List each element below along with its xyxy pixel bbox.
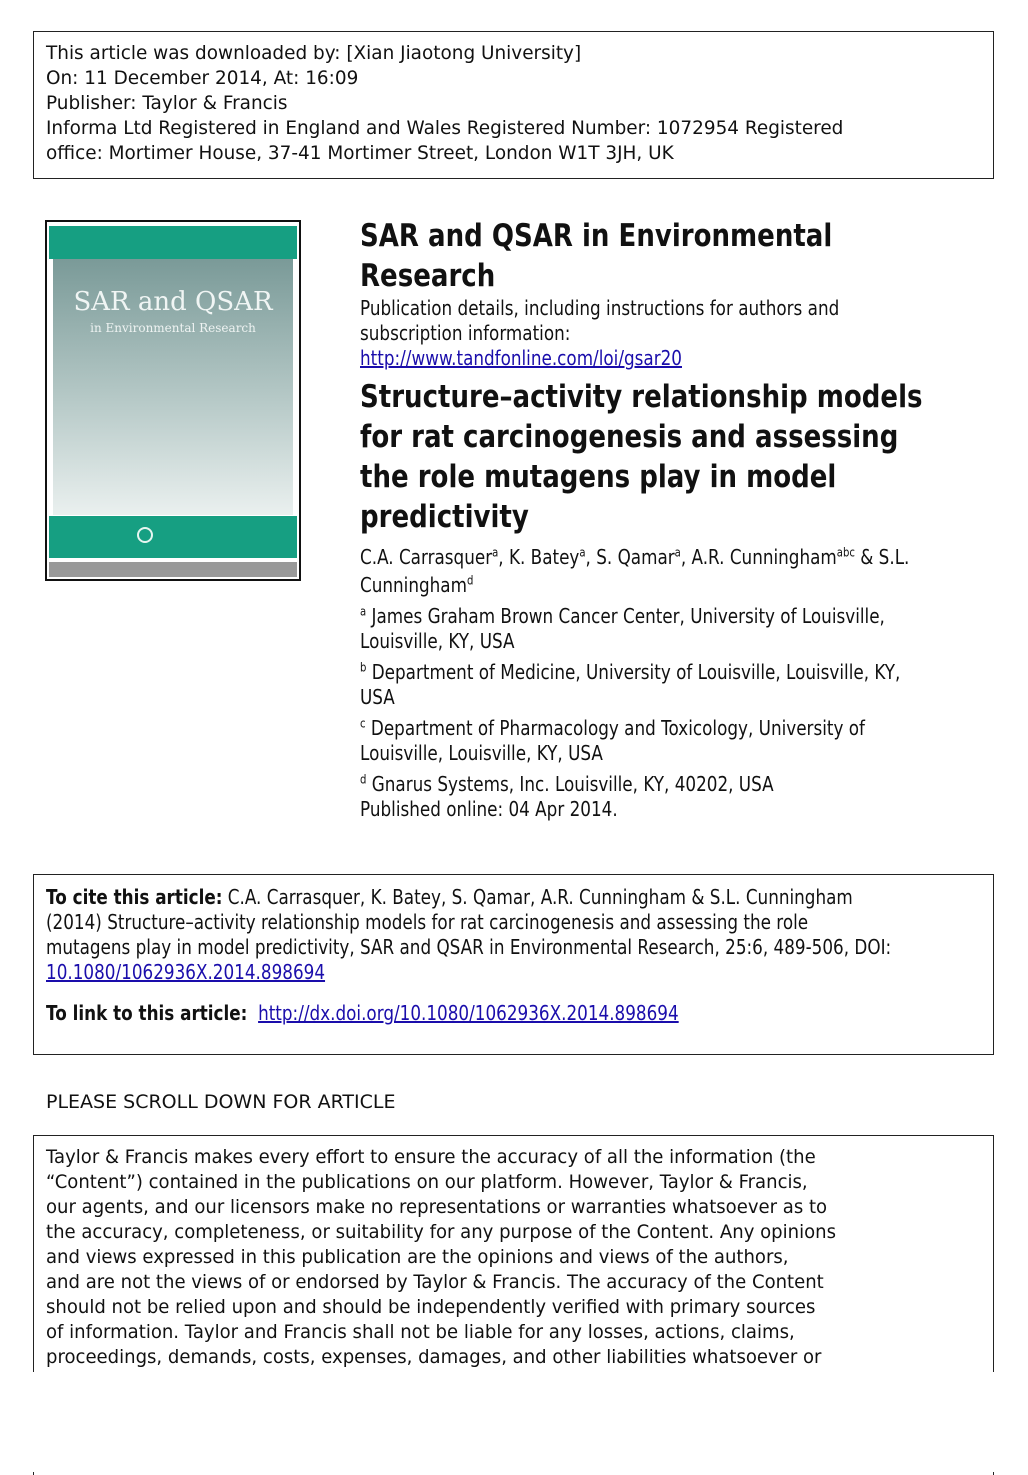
affiliation-b (360, 660, 1000, 710)
author-sup: a (674, 545, 681, 560)
affiliation-d (360, 772, 1000, 797)
author-sep: & S.L. (854, 545, 910, 569)
disclaimer-line: our agents, and our licensors make no representations or warranties whatsoever as to (46, 1196, 828, 1218)
disclaimer-line: and views expressed in this publication are the opinions and views of the authors, (46, 1246, 789, 1268)
cover-title: SAR and QSAR (73, 287, 273, 317)
author-name: A.R. Cunningham (691, 545, 837, 569)
author-name: Cunningham (360, 573, 467, 597)
affiliation-c (360, 716, 1000, 766)
author-sup: d (466, 573, 474, 588)
author-sup: a (492, 545, 499, 560)
disclaimer-line: proceedings, demands, costs, expenses, damages, and other liabilities whatsoever or (46, 1346, 822, 1368)
author-name: C.A. Carrasquer (360, 545, 493, 569)
disclaimer-line: “Content”) contained in the publications on our platform. However, Taylor & Francis, (46, 1171, 808, 1193)
affiliation-text: Department of Pharmacology and Toxicology, University of (370, 716, 865, 740)
affiliation-a (360, 604, 1000, 654)
download-notice-box (33, 31, 994, 179)
author-sep: , (680, 545, 692, 569)
affiliation-text: Department of Medicine, University of Louisville, Louisville, KY, (371, 660, 901, 684)
journal-title-line: Research (360, 258, 496, 294)
journal-cover-image (45, 220, 301, 581)
author-name: S. Qamar (596, 545, 675, 569)
citation-box (33, 874, 994, 1055)
author-list (360, 545, 1000, 598)
author-sup: a (579, 545, 586, 560)
disclaimer-line: should not be relied upon and should be independently verified with primary sources (46, 1296, 816, 1318)
affiliation-text: Gnarus Systems, Inc. Louisville, KY, 40202, USA (371, 772, 774, 796)
author-sep: , (498, 545, 509, 569)
cover-bottom-band (49, 516, 297, 558)
affiliation-sup: d (360, 772, 367, 787)
article-title (360, 377, 1000, 537)
cite-text: C.A. Carrasquer, K. Batey, S. Qamar, A.R. Cunningham & S.L. Cunningham (222, 885, 853, 909)
cover-top-band (49, 226, 297, 259)
article-title-line: the role mutagens play in model (360, 459, 837, 495)
author-name: K. Batey (508, 545, 580, 569)
publication-details: subscription information: (360, 321, 571, 345)
published-date: Published online: 04 Apr 2014. (360, 797, 618, 821)
affiliation-text: James Graham Brown Cancer Center, University of Louisville, (371, 604, 885, 628)
notice-line: Publisher: Taylor & Francis (46, 92, 288, 114)
scroll-notice: PLEASE SCROLL DOWN FOR ARTICLE (46, 1091, 396, 1113)
disclaimer-line: Taylor & Francis makes every effort to ensure the accuracy of all the information (the (46, 1146, 816, 1168)
cite-label: To cite this article: (46, 885, 223, 909)
affiliation-sup: a (360, 604, 367, 619)
disclaimer-line: of information. Taylor and Francis shall not be liable for any losses, actions, claims, (46, 1321, 795, 1343)
notice-line: Informa Ltd Registered in England and Wales Registered Number: 1072954 Registered (46, 117, 844, 139)
affiliation-text: Louisville, KY, USA (360, 629, 515, 653)
cover-footer-band (49, 562, 297, 577)
link-label: To link to this article: (46, 1001, 248, 1025)
journal-title (360, 216, 1000, 296)
affiliation-sup: c (360, 716, 366, 731)
affiliation-sup: b (360, 660, 367, 675)
cite-text: mutagens play in model predictivity, SAR and QSAR in Environmental Research, 25:6, 489-506, DOI: (46, 935, 892, 959)
article-header (360, 216, 1000, 822)
article-url-link[interactable]: http://dx.doi.org/10.1080/1062936X.2014.898694 (258, 1001, 679, 1025)
cover-subtitle: in Environmental Research (90, 321, 256, 335)
doi-link[interactable]: 10.1080/1062936X.2014.898694 (46, 960, 326, 984)
author-sup: abc (836, 545, 855, 560)
page-bottom-mask (0, 1372, 1028, 1472)
publisher-logo-icon (137, 527, 153, 543)
article-title-line: for rat carcinogenesis and assessing (360, 419, 899, 455)
affiliation-text: Louisville, Louisville, KY, USA (360, 741, 603, 765)
journal-title-line: SAR and QSAR in Environmental (360, 218, 833, 254)
cite-text: (2014) Structure–activity relationship models for rat carcinogenesis and assessing the role (46, 910, 809, 934)
journal-url-link[interactable]: http://www.tandfonline.com/loi/gsar20 (360, 346, 682, 370)
author-sep: , (585, 545, 597, 569)
article-title-line: predictivity (360, 499, 529, 535)
disclaimer-line: and are not the views of or endorsed by Taylor & Francis. The accuracy of the Content (46, 1271, 824, 1293)
article-title-line: Structure–activity relationship models (360, 379, 923, 415)
notice-line: This article was downloaded by: [Xian Jiaotong University] (46, 42, 582, 64)
publication-details: Publication details, including instructions for authors and (360, 296, 840, 320)
notice-line: On: 11 December 2014, At: 16:09 (46, 67, 359, 89)
disclaimer-line: the accuracy, completeness, or suitability for any purpose of the Content. Any opinions (46, 1221, 836, 1243)
notice-line: office: Mortimer House, 37-41 Mortimer Street, London W1T 3JH, UK (46, 142, 674, 164)
affiliation-text: USA (360, 685, 395, 709)
cover-body (53, 259, 293, 515)
